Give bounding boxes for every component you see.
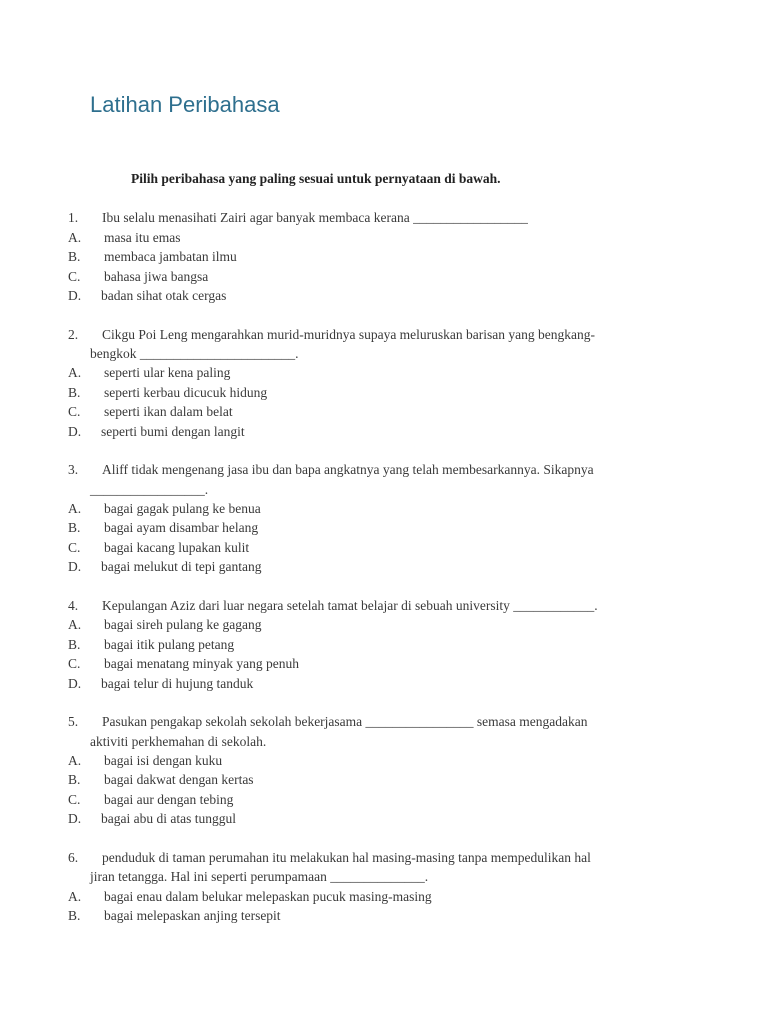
- option-letter: B.: [68, 637, 81, 652]
- option-text: seperti bumi dengan langit: [101, 424, 245, 439]
- option-letter: D.: [68, 676, 82, 691]
- option-text: bagai gagak pulang ke benua: [104, 501, 261, 516]
- option-letter: B.: [68, 249, 81, 264]
- option-text: bagai aur dengan tebing: [104, 792, 234, 807]
- question-text: Kepulangan Aziz dari luar negara setelah tamat belajar di sebuah university ____________.: [102, 598, 598, 613]
- option-text: membaca jambatan ilmu: [104, 249, 237, 264]
- option-text: bagai itik pulang petang: [104, 637, 235, 652]
- option-text: badan sihat otak cergas: [101, 288, 227, 303]
- question-number: 2.: [68, 327, 79, 342]
- option-text: bagai sireh pulang ke gagang: [104, 617, 262, 632]
- option-letter: A.: [68, 617, 82, 632]
- question-text-continued: jiran tetangga. Hal ini seperti perumpamaan ______________.: [90, 869, 429, 884]
- question-text-continued: aktiviti perkhemahan di sekolah.: [90, 734, 267, 749]
- option-letter: D.: [68, 288, 82, 303]
- question-number: 3.: [68, 462, 79, 477]
- question-text-continued: bengkok _______________________.: [90, 346, 299, 361]
- question-number: 6.: [68, 850, 79, 865]
- option-letter: C.: [68, 656, 81, 671]
- question-text: Ibu selalu menasihati Zairi agar banyak membaca kerana _________________: [102, 210, 528, 225]
- option-letter: C.: [68, 269, 81, 284]
- option-letter: A.: [68, 753, 82, 768]
- option-text: bagai kacang lupakan kulit: [104, 540, 250, 555]
- option-text: bagai melepaskan anjing tersepit: [104, 908, 281, 923]
- option-text: bagai menatang minyak yang penuh: [104, 656, 299, 671]
- option-letter: B.: [68, 385, 81, 400]
- option-letter: A.: [68, 365, 82, 380]
- option-letter: C.: [68, 404, 81, 419]
- option-text: masa itu emas: [104, 230, 181, 245]
- option-text: seperti ikan dalam belat: [104, 404, 233, 419]
- option-text: bagai enau dalam belukar melepaskan pucuk masing-masing: [104, 889, 432, 904]
- option-letter: C.: [68, 540, 81, 555]
- option-letter: D.: [68, 811, 82, 826]
- option-text: seperti ular kena paling: [104, 365, 231, 380]
- question-number: 4.: [68, 598, 79, 613]
- option-text: bagai melukut di tepi gantang: [101, 559, 262, 574]
- option-text: bagai dakwat dengan kertas: [104, 772, 254, 787]
- question-number: 5.: [68, 714, 79, 729]
- option-letter: D.: [68, 424, 82, 439]
- instruction-text: Pilih peribahasa yang paling sesuai untuk pernyataan di bawah.: [131, 171, 501, 186]
- question-text: Aliff tidak mengenang jasa ibu dan bapa angkatnya yang telah membesarkannya. Sikapnya: [102, 462, 594, 477]
- option-letter: A.: [68, 230, 82, 245]
- option-text: seperti kerbau dicucuk hidung: [104, 385, 268, 400]
- option-letter: D.: [68, 559, 82, 574]
- option-text: bagai ayam disambar helang: [104, 520, 259, 535]
- question-number: 1.: [68, 210, 79, 225]
- option-text: bagai abu di atas tunggul: [101, 811, 236, 826]
- option-text: bagai telur di hujung tanduk: [101, 676, 254, 691]
- question-text: penduduk di taman perumahan itu melakukan hal masing-masing tanpa mempedulikan hal: [102, 850, 591, 865]
- option-letter: B.: [68, 520, 81, 535]
- question-text-continued: _________________.: [90, 482, 209, 497]
- option-letter: B.: [68, 908, 81, 923]
- page-title: Latihan Peribahasa: [90, 92, 280, 117]
- option-text: bagai isi dengan kuku: [104, 753, 223, 768]
- option-letter: A.: [68, 501, 82, 516]
- option-letter: B.: [68, 772, 81, 787]
- option-text: bahasa jiwa bangsa: [104, 269, 209, 284]
- option-letter: C.: [68, 792, 81, 807]
- option-letter: A.: [68, 889, 82, 904]
- question-text: Pasukan pengakap sekolah sekolah bekerjasama ________________ semasa mengadakan: [102, 714, 588, 729]
- question-text: Cikgu Poi Leng mengarahkan murid-muridnya supaya meluruskan barisan yang bengkang-: [102, 327, 596, 342]
